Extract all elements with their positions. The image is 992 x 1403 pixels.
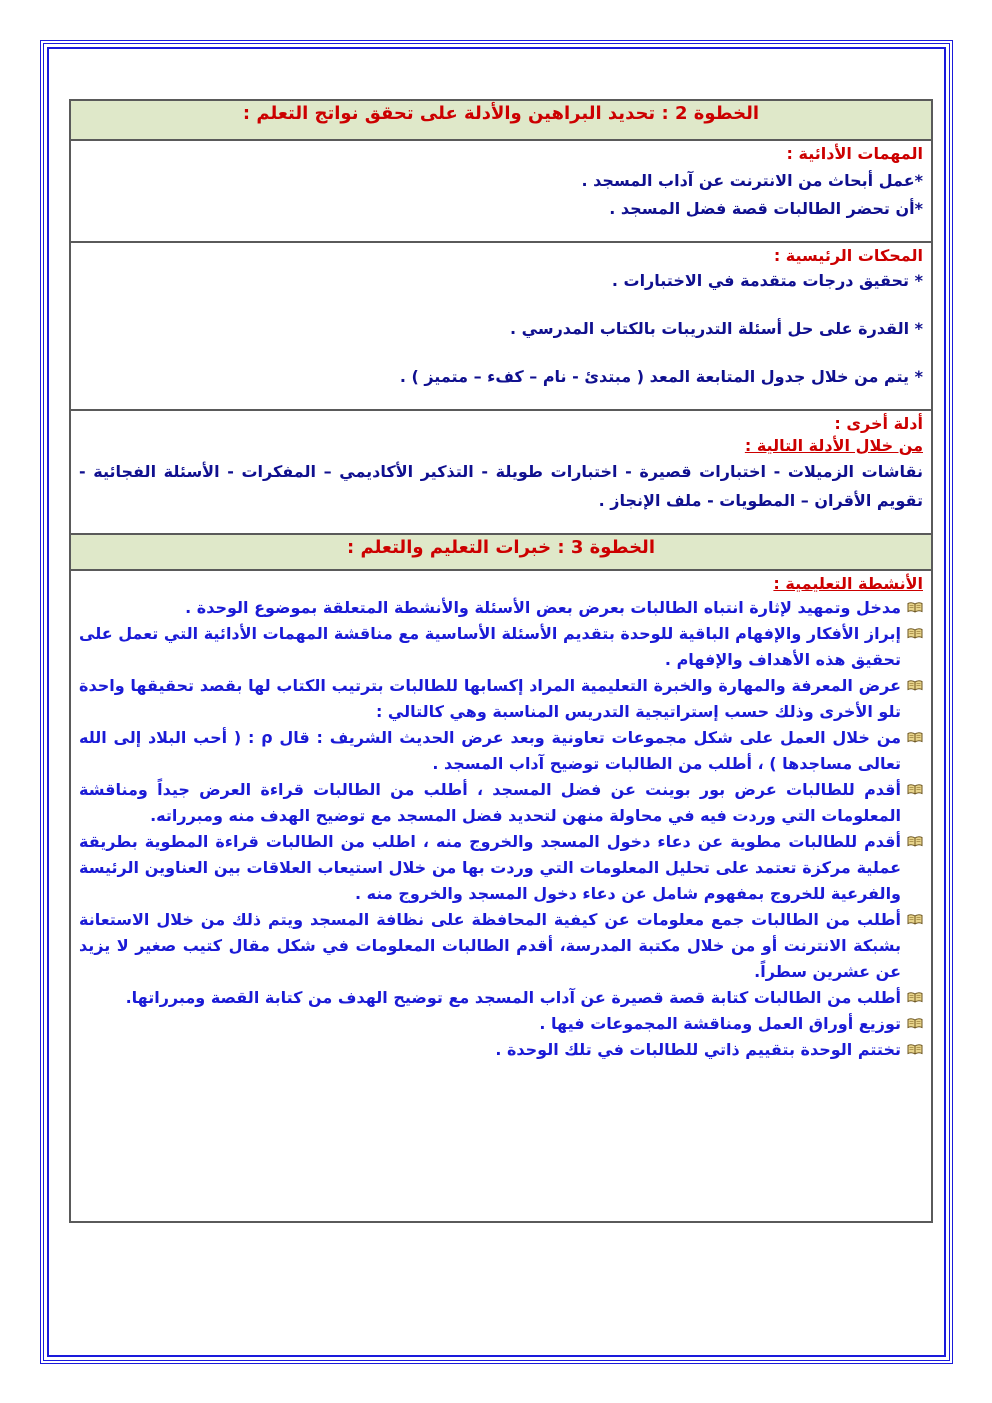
activity-text: إبراز الأفكار والإفهام الباقية للوحدة بتقديم الأسئلة الأساسية مع مناقشة المهمات الأدائية التي تعمل على تحقيق هذه الأهداف والإفهام . bbox=[79, 624, 901, 669]
task-item: *عمل أبحاث من الانترنت عن آداب المسجد . bbox=[581, 171, 923, 190]
activity-text: عرض المعرفة والمهارة والخبرة التعليمية المراد إكسابها للطالبات بترتيب الكتاب لها بقصد تحقيقها واحدة تلو الأخرى وذلك حسب إستراتيجية التدريس المناسبة وهي كالتالي : bbox=[79, 676, 901, 721]
criteria-item: * يتم من خلال جدول المتابعة المعد ( مبتدئ - نام – كفء – متميز ) . bbox=[399, 367, 923, 386]
open-book-icon bbox=[907, 628, 923, 639]
activity-item bbox=[79, 907, 923, 985]
activity-item bbox=[79, 829, 923, 907]
activity-text: من خلال العمل على شكل مجموعات تعاونية وبعد عرض الحديث الشريف : قال ρ : ( أحب البلاد إلى الله تعالى مساجدها ) ، أطلب من الطالبات توضيح آداب المسجد . bbox=[79, 728, 902, 773]
activities-list bbox=[79, 595, 923, 1063]
open-book-icon bbox=[907, 732, 923, 743]
activity-item bbox=[79, 985, 923, 1011]
criteria-item: * تحقيق درجات متقدمة في الاختبارات . bbox=[611, 271, 923, 290]
activity-text: مدخل وتمهيد لإثارة انتباه الطالبات بعرض بعض الأسئلة والأنشطة المتعلقة بموضوع الوحدة . bbox=[185, 598, 901, 617]
activity-item bbox=[79, 725, 923, 777]
other-evidence-row bbox=[70, 410, 932, 534]
open-book-icon bbox=[907, 836, 923, 847]
other-evidence-title: أدلة أخرى : bbox=[834, 414, 923, 433]
task-item: *أن تحضر الطالبات قصة فضل المسجد . bbox=[609, 199, 923, 218]
criteria-title: المحكات الرئيسية : bbox=[773, 246, 923, 265]
other-evidence-text: نقاشات الزميلات - اختبارات قصيرة - اختبارات طويلة - التذكير الأكاديمي – المفكرات - الأسئلة الفجائية - تقويم الأقران – المطويات - ملف الإنجاز . bbox=[79, 462, 923, 510]
activity-item bbox=[79, 1037, 923, 1063]
activity-item bbox=[79, 777, 923, 829]
tasks-row bbox=[70, 140, 932, 242]
activity-text: تختتم الوحدة بتقييم ذاتي للطالبات في تلك الوحدة . bbox=[495, 1040, 901, 1059]
activity-item bbox=[79, 1011, 923, 1037]
activity-text: أقدم للطالبات عرض بور بوينت عن فضل المسجد ، أطلب من الطالبات قراءة العرض جيداً ومناقشة المعلومات التي وردت فيه في محاولة منهن لتحديد فضل المسجد مع توضيح الهدف منه ومبرراته. bbox=[79, 780, 901, 825]
activities-row bbox=[70, 570, 932, 1222]
open-book-icon bbox=[907, 914, 923, 925]
activity-item bbox=[79, 595, 923, 621]
tasks-title: المهمات الأدائية : bbox=[786, 144, 923, 163]
open-book-icon bbox=[907, 602, 923, 613]
activity-text: أطلب من الطالبات كتابة قصة قصيرة عن آداب المسجد مع توضيح الهدف من كتابة القصة ومبرراتها. bbox=[125, 988, 901, 1007]
criteria-item: * القدرة على حل أسئلة التدريبات بالكتاب المدرسي . bbox=[510, 319, 923, 338]
step2-header: الخطوة 2 : تحديد البراهين والأدلة على تحقق نواتج التعلم : bbox=[70, 100, 932, 140]
step2-header-row bbox=[70, 100, 932, 140]
open-book-icon bbox=[907, 784, 923, 795]
criteria-row bbox=[70, 242, 932, 410]
activity-item bbox=[79, 621, 923, 673]
activity-item bbox=[79, 673, 923, 725]
step3-header: الخطوة 3 : خبرات التعليم والتعلم : bbox=[70, 534, 932, 570]
other-evidence-subtitle: من خلال الأدلة التالية : bbox=[744, 436, 923, 455]
activity-text: توزيع أوراق العمل ومناقشة المجموعات فيها . bbox=[539, 1014, 901, 1033]
lesson-plan-table bbox=[69, 99, 933, 1223]
open-book-icon bbox=[907, 992, 923, 1003]
activity-text: أقدم للطالبات مطوية عن دعاء دخول المسجد والخروج منه ، اطلب من الطالبات قراءة المطوية بطريقة عملية مركزة تعتمد على تحليل المعلومات التي وردت بها من خلال استيعاب العلاقات بين العناوين الرئيسة والفرعية للخروج بمفهوم شامل عن دعاء دخول المسجد والخروج منه . bbox=[79, 832, 901, 903]
open-book-icon bbox=[907, 680, 923, 691]
activity-text: أطلب من الطالبات جمع معلومات عن كيفية المحافظة على نظافة المسجد ويتم ذلك من خلال الاستعانة بشبكة الانترنت أو من خلال مكتبة المدرسة، أقدم الطالبات المعلومات في شكل مقال كتيب صغير لا يزيد عن عشرين سطراً. bbox=[79, 910, 901, 981]
open-book-icon bbox=[907, 1044, 923, 1055]
open-book-icon bbox=[907, 1018, 923, 1029]
activities-title: الأنشطة التعليمية : bbox=[773, 574, 923, 593]
step3-header-row bbox=[70, 534, 932, 570]
